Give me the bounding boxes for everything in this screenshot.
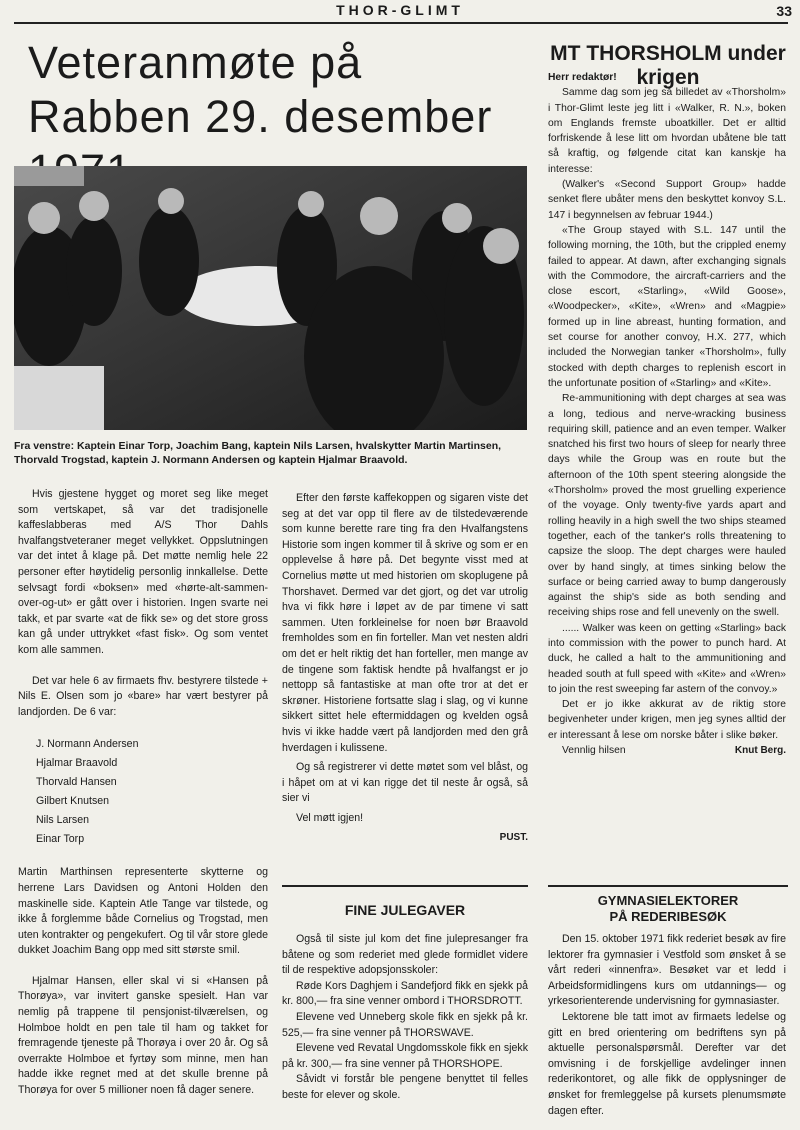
article-column-1 — [18, 487, 268, 1114]
letter-paragraph: ...... Walker was keen on getting «Starling» back into commission with the power to punch hard. At duck, he called a halt to the ammunitioning and headed south at full speed with «Kite» and «Wren» to join the rest sweeping far astern of the convoy.» — [548, 622, 786, 695]
julegaver-paragraph: Elevene ved Unneberg skole fikk en sjekk på kr. 525,— fra sine venner på THORSWAVE. — [282, 1010, 528, 1039]
article-column-2 — [282, 491, 528, 846]
section-rule — [548, 885, 788, 887]
julegaver-paragraph: Såvidt vi forstår ble pengene benyttet til felles beste for elever og skole. — [282, 1073, 528, 1101]
captain-name: Gilbert Knutsen — [36, 795, 110, 808]
article-paragraph: Vel møtt igjen! — [296, 811, 364, 824]
letter-paragraph: (Walker's «Second Support Group» hadde senket flere ubåter mens den beskyttet konvoy S.L. 147 i begynnelsen av februar 1944.) — [548, 179, 786, 221]
veteran-group-photo — [14, 166, 527, 430]
gymnasie-title-line: PÅ REDERIBESØK — [609, 909, 727, 924]
article-paragraph: Hjalmar Hansen, eller skal vi si «Hansen på Thorøya», var invitert ganske spesielt. Han var nemlig på trappene til pensjonist-tilværelsen, og Holmboe holdt en pen tale til ham og takket for fremragende tjeneste på Thorøya i over 20 år. Og så overrakte Holmboe et fyrtøy som minne, men han hadde ikke regnet med at det skulle brenne på Thorøya for over 5 millioner noen få dager senere. — [18, 974, 268, 1097]
gymnasie-paragraph: Den 15. oktober 1971 fikk rederiet besøk av fire lektorer fra gymnasier i Vestfold som ønsket å se vårt rederi «innenfra». Besøket var et ledd i Arbeidsformidlingens kurs om utdannings— og yrkesorienterende undervisning for gymnasiaster. — [548, 933, 786, 1008]
article-paragraph: Martin Marthinsen representerte skytterne og herrene Lars Davidsen og Antoni Holden den maskinelle side. Kaptein Atle Tange var tilstede, og ikke å forglemme både Cornelius og Trogstad, men uten kontrakter og pengekufert. Og til vår store glede dukket Joachim Bang opp med sitt største smil. — [18, 866, 268, 957]
julegaver-paragraph: Elevene ved Revatal Ungdomsskole fikk en sjekk på kr. 300,— fra sine venner på THORSHOPE. — [282, 1042, 528, 1070]
letter-signature: Knut Berg. — [734, 745, 786, 757]
julegaver-paragraph: Røde Kors Daghjem i Sandefjord fikk en sjekk på kr. 800,— fra sine venner ombord i THORSDROTT. — [282, 979, 528, 1008]
article-headline: Veteranmøte på Rabben 29. desember — [28, 37, 493, 142]
captain-name: Nils Larsen — [36, 814, 89, 827]
header-rule — [14, 22, 788, 24]
captain-name: Hjalmar Braavold — [36, 757, 118, 770]
captain-name: Thorvald Hansen — [36, 776, 117, 789]
magazine-title: THOR-GLIMT — [336, 2, 464, 18]
letter-paragraph: Det er jo ikke akkurat av de riktig store begivenheter under krigen, men jeg synes alltid der er interessant å lese om norske båter i slike bøker. — [548, 699, 786, 741]
letter-closing: Vennlig hilsen — [562, 745, 626, 757]
article-paragraph: Efter den første kaffekoppen og sigaren viste det seg at det var opp til flere av de tilstedeværende som kunne berette rare ting fra den Hvalfangstens Historie som ingen kommer til å skrive og som er en opplevelse å høre på. Det begynte visst med at Cornelius møtte ut med historien om skoplugene på Thorshavet. Dermed var det gjort, og det var utrolig hva vi fikk høre i løpet av de par timene vi satt sammen. Uten forkleinelse for noen bør Braavold fremholdes som en fin forteller. Man vet nesten aldri om det er helt riktig det han forteller, men mange av de tingene som faktisk hendte på hvalfangst er jo nettopp så fantastiske at man ofte tror at det er skrøner. Historiene fortsatte slag i slag, og vi kunne sikkert sittet hele eftermiddagen og kvelden også hvis vi ikke hadde vært på landjorden med den grå hverdagen i kulissene. — [282, 492, 528, 754]
julegaver-title: FINE JULEGAVER — [344, 902, 466, 918]
letter-paragraph: Re-ammunitioning with dept charges at sea was a long, tedious and nerve-wracking business requiring skill, patience and an even temper. Walker snatched his first two hours of sleep for nearly three days while the Group was en route but the afternoon of the 10th spent steering alongside the «Thorsholm» proved the most gruelling experience of the voyage. Only twenty-five yards apart and rolling heavily in a high swell the two ships steamed together, each of the tanker's rolls threatening to capsize the sloop. The dept charges were hauled over by hand singly, at times sinking below the surface or being carried away to bump dangerously against the ship's side as both sending and receiving ships rose and fell unevenly on the swell. — [548, 393, 786, 619]
section-rule — [282, 885, 528, 887]
article-paragraph: Og så registrerer vi dette møtet som vel blåst, og i håpet om at vi kan rigge det til neste år også, så sier vi — [282, 761, 528, 805]
photo-illustration — [14, 166, 527, 430]
gymnasie-body — [548, 932, 786, 1119]
article-paragraph: Det var hele 6 av firmaets fhv. bestyrere tilstede + Nils E. Olsen som jo «bare» har vært bestyrer på landjorden. De 6 var: — [18, 674, 268, 718]
julegaver-body — [282, 932, 528, 1104]
thorsholm-title: MT THORSHOLM under krigen — [550, 42, 786, 89]
article-signature: PUST. — [499, 832, 528, 844]
captains-list — [36, 735, 268, 849]
photo-caption: Fra venstre: Kaptein Einar Torp, Joachim Bang, kaptein Nils Larsen, hvalskytter Martin Martinsen, Thorvald Trogstad, kaptein J. Normann Andersen og kaptein Hjalmar Braavold. — [14, 440, 502, 466]
gymnasie-title-line: GYMNASIELEKTORER — [597, 893, 739, 908]
captain-name: Einar Torp — [36, 833, 85, 846]
gymnasie-paragraph: Lektorene ble tatt imot av firmaets ledelse og gitt en bred orientering om bedriftens syn på aktuelle personalspørsmål. Derefter var det omvisning i de forskjellige avdelinger innen rederikontoret, og alle fikk de opplysninger de ønsket for fremleggelse på kursets plenumsmøte dagen efter. — [548, 1010, 786, 1117]
letter-paragraph: Samme dag som jeg så billedet av «Thorsholm» i Thor-Glimt leste jeg litt i «Walker, R. N.», boken om Englands fremste uboatkiller. Det er alltid forfriskende å lese litt om hvordan ubåtene ble tatt så kraftig, og følgende citat kan kanskje ha interesse: — [548, 87, 786, 175]
thorsholm-letter — [548, 70, 786, 759]
letter-salutation: Herr redaktør! — [548, 72, 617, 83]
article-paragraph: Hvis gjestene hygget og moret seg like meget som vertskapet, så var det tradisjonelle kaffeslabberas med A/S Thor Dahls hvalfangstveteraner meget vellykket. Oppslutningen var det intet å klage på. Det møtte nemlig hele 22 personer efter høytidelig personlig innkallelse. Dette selvsagt fordi «boksen» med «hørte-alt-sammen-over-og-ut» er gått over i historien. Ingen svarte nei takk, et par svarte «at de fikk se» og det store gross kan gå under uttrykket «fast fisk». Og som ventet kom alle sammen. — [18, 488, 268, 656]
julegaver-paragraph: Også til siste jul kom det fine julepresanger fra båtene og som rederiet med glede formidlet videre til de respektive adopsjonsskoler: — [282, 933, 528, 977]
captain-name: J. Normann Andersen — [36, 738, 139, 751]
letter-paragraph: «The Group stayed with S.L. 147 until the following morning, the 10th, but the crippled enemy failed to appear. At dawn, after exchanging signals with the Commodore, the aircraft-carriers and the close escort, «Starling», «Wild Goose», «Woodpecker», «Kite», «Wren» and «Magpie» formed up in line abreast, hunting formation, and set course for another convoy, H.X. 277, which included the Norwegian tanker «Thorsholm», fully stocked with depth charges to replenish escort in the unfortunate position of «Starling» and «Kite». — [548, 224, 786, 389]
page-number: 33 — [776, 3, 792, 19]
gymnasie-title — [548, 893, 788, 925]
